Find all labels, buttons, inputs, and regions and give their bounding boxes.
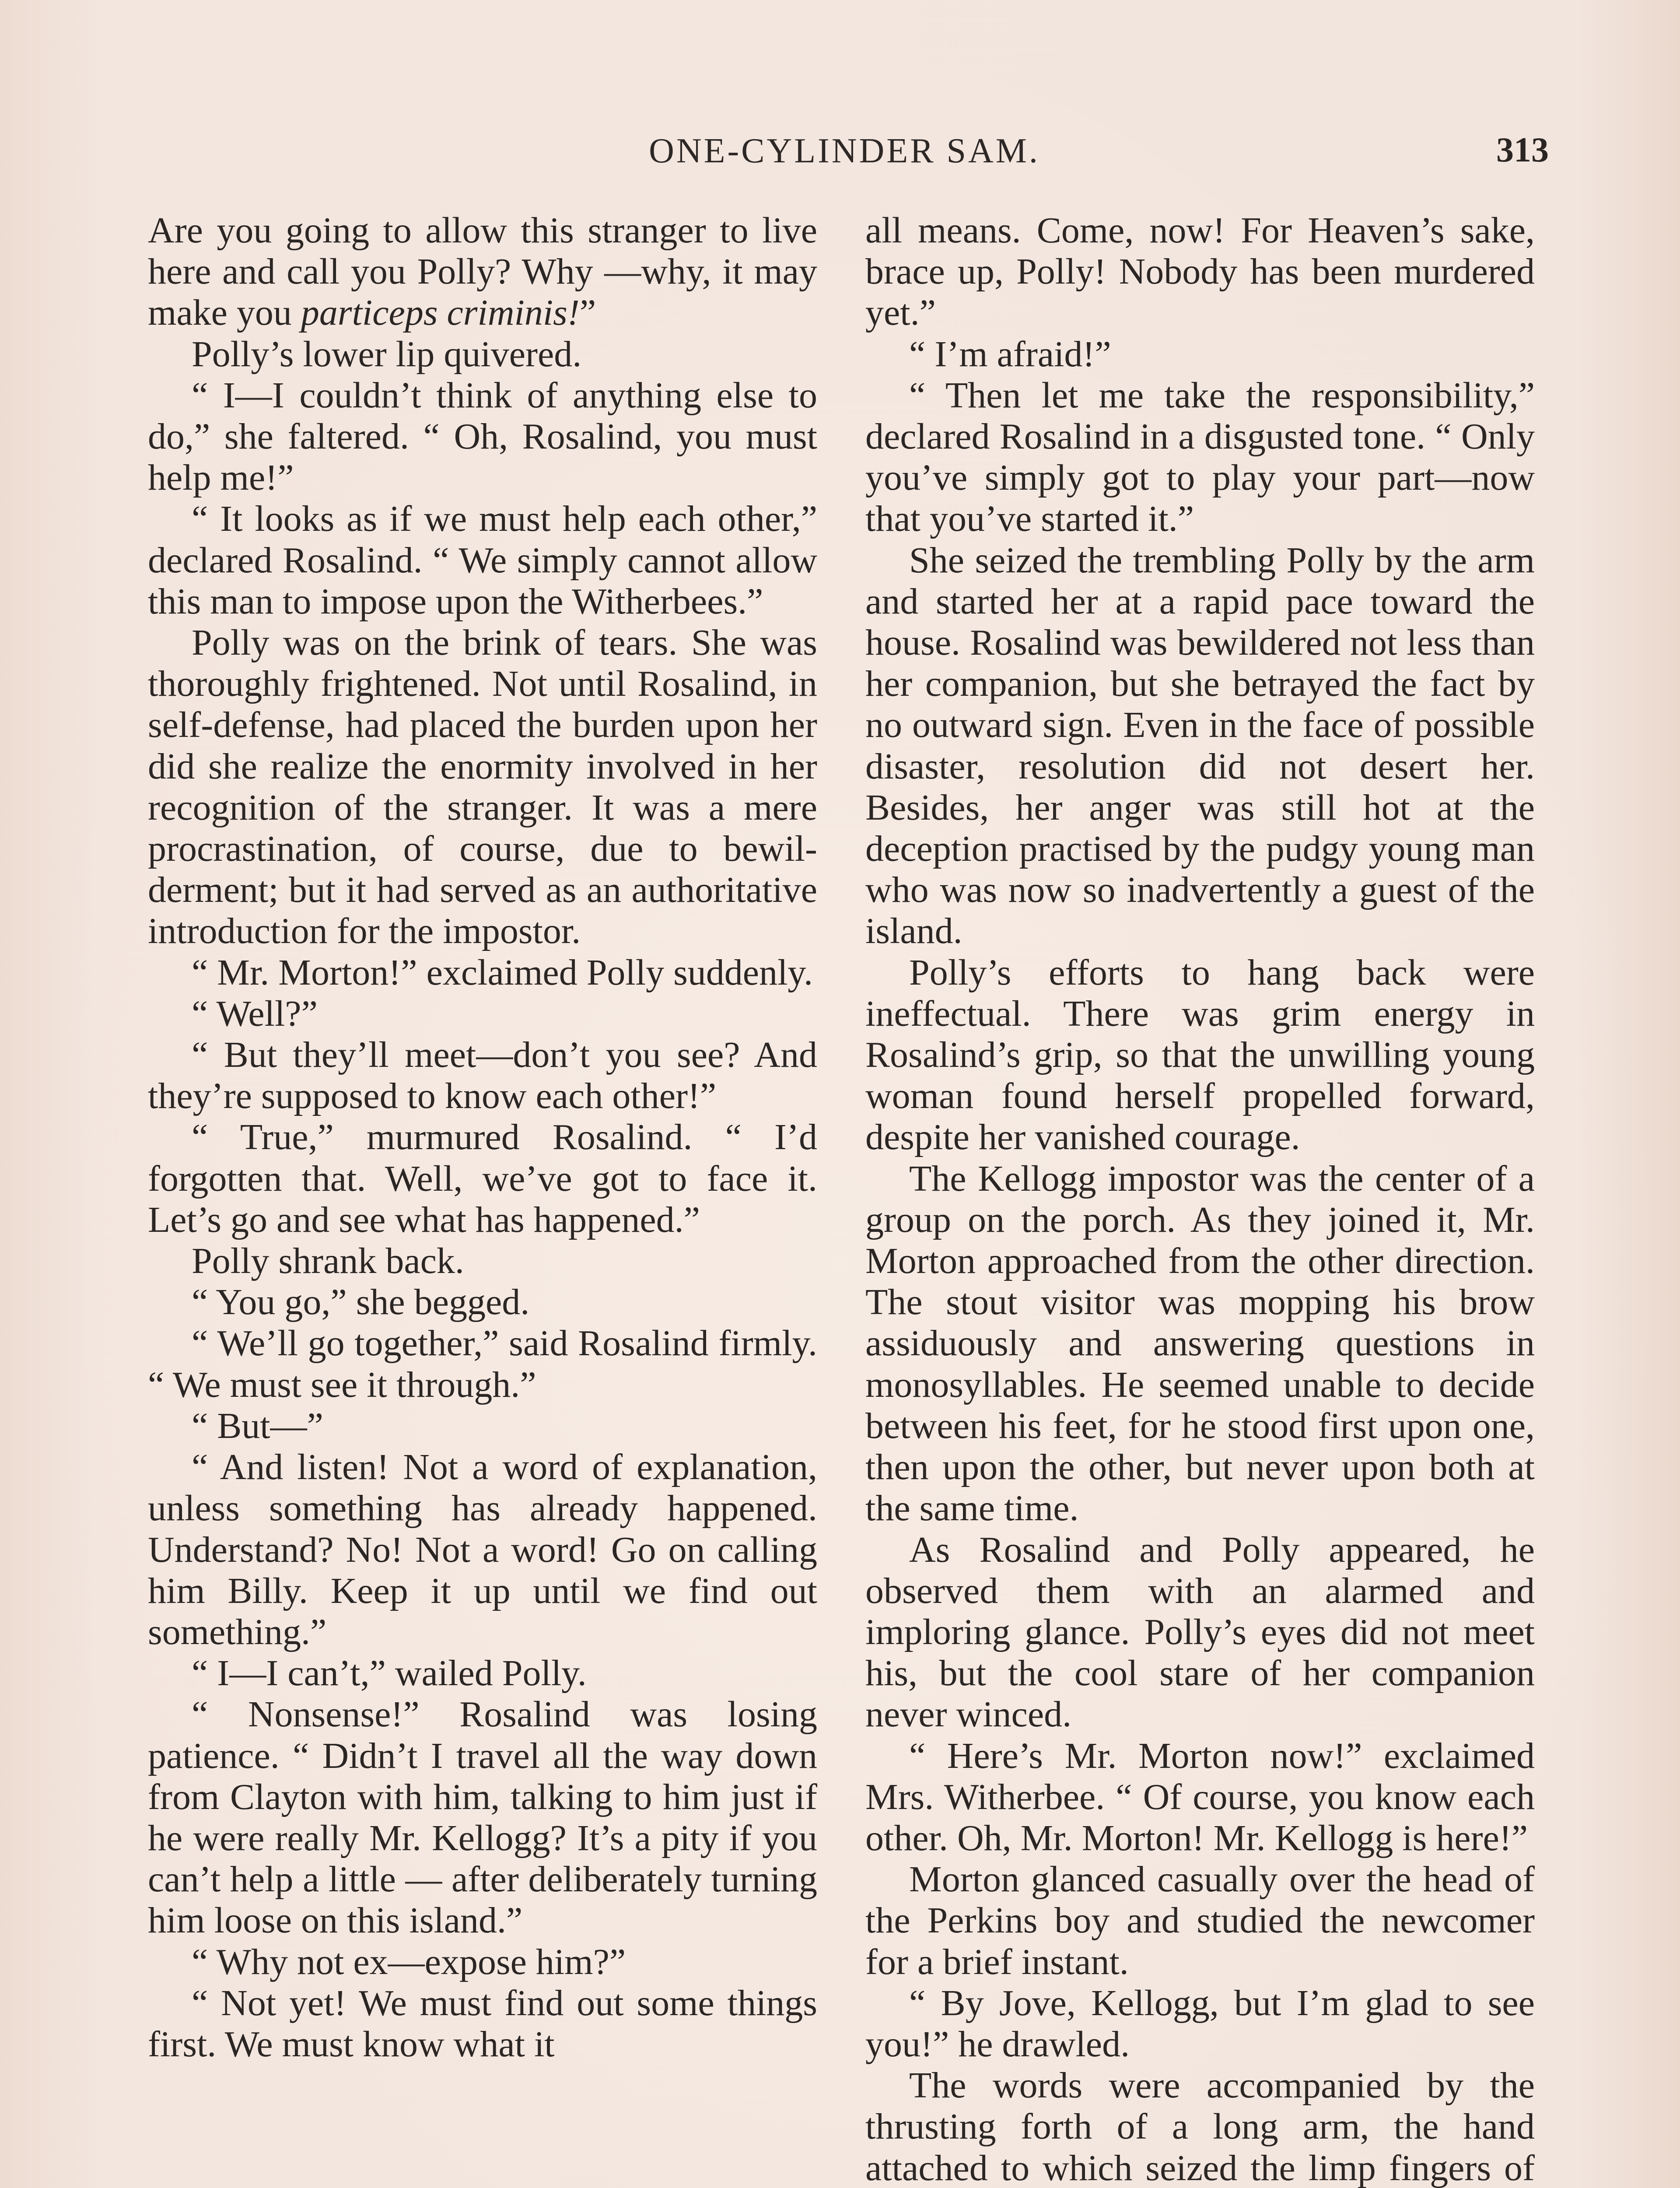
paragraph: “ It looks as if we must help each other,” declared Rosalind. “ We simply cannot allow this man to impose upon the Witherbees.”	[148, 498, 817, 622]
paragraph: Polly’s efforts to hang back were ineffectual. There was grim energy in Rosalind’s grip, so that the unwilling young woman found herself propelled forward, despite her vanished courage.	[865, 952, 1535, 1158]
paragraph: “ Well?”	[192, 993, 318, 1034]
closing-quote: ”	[579, 292, 596, 333]
paragraph: “ Then let me take the responsibility,” declared Rosalind in a disgusted tone. “ Only you’ve simply got to play your part—now that you’ve started it.”	[865, 375, 1535, 540]
paragraph: “ Not yet! We must find out some things first. We must know what it	[148, 1982, 817, 2065]
running-head-title: ONE-CYLINDER SAM.	[649, 132, 1040, 170]
paragraph: “ By Jove, Kellogg, but I’m glad to see you!” he drawled.	[865, 1982, 1535, 2065]
paragraph: “ You go,” she begged.	[192, 1282, 530, 1323]
text-column-right	[865, 210, 1535, 2188]
paragraph: “ Mr. Morton!” exclaimed Polly suddenly.	[192, 952, 813, 993]
paragraph: “ But—”	[192, 1405, 323, 1446]
paragraph: “ We’ll go together,” said Rosalind firmly. “ We must see it through.”	[148, 1323, 817, 1405]
paragraph	[148, 210, 817, 334]
paragraph: Polly shrank back.	[192, 1241, 464, 1282]
paragraph: “ But they’ll meet—don’t you see? And they’re supposed to know each other!”	[148, 1034, 817, 1117]
paragraph: Polly’s lower lip quivered.	[192, 333, 582, 375]
paragraph: The words were accompanied by the thrusting forth of a long arm, the hand attached to which seized the limp fingers of	[865, 2065, 1535, 2188]
text-column-left	[148, 210, 817, 2065]
paragraph: “ I—I couldn’t think of anything else to do,” she faltered. “ Oh, Rosalind, you must help me!”	[148, 375, 817, 498]
paragraph: She seized the trembling Polly by the arm and started her at a rapid pace toward the house. Rosalind was bewildered not less than her companion, but she betrayed the fact by no outward sign. Even in the face of possible disaster, resolution did not desert her. Besides, her anger was still hot at the deception practised by the pudgy young man who was now so inadvertently a guest of the island.	[865, 540, 1535, 952]
paragraph: all means. Come, now! For Heaven’s sake, brace up, Polly! Nobody has been murdered yet.”	[865, 210, 1535, 333]
paragraph: The Kellogg impostor was the center of a group on the porch. As they joined it, Mr. Morton approached from the other direction. The stout visitor was mopping his brow assiduously and answering questions in monosyllables. He seemed unable to decide between his feet, for he stood first upon one, then upon the other, but never upon both at the same time.	[865, 1158, 1535, 1529]
paragraph: “ I—I can’t,” wailed Polly.	[192, 1653, 587, 1694]
page-number: 313	[1496, 131, 1549, 169]
paragraph: “ True,” murmured Rosalind. “ I’d forgotten that. Well, we’ve got to face it. Let’s go and see what has happened.”	[148, 1117, 817, 1240]
paragraph: “ And listen! Not a word of explanation, unless something has already happened. Understand? No! Not a word! Go on calling him Billy. Keep it up until we find out something.”	[148, 1447, 817, 1652]
paragraph: Polly was on the brink of tears. She was thoroughly frightened. Not until Rosalind, in self-defense, had placed the burden upon her did she realize the enormity involved in her recognition of the stranger. It was a mere procrastination, of course, due to bewilderment; but it had served as an authoritative introduction for the impostor.	[148, 622, 817, 952]
paragraph: “ Here’s Mr. Morton now!” exclaimed Mrs. Witherbee. “ Of course, you know each other. Oh, Mr. Morton! Mr. Kellogg is here!”	[865, 1735, 1535, 1858]
paragraph: “ Nonsense!” Rosalind was losing patience. “ Didn’t I travel all the way down from Clayton with him, talking to him just if he were really Mr. Kellogg? It’s a pity if you can’t help a little — after deliberately turning him loose on this island.”	[148, 1694, 817, 1941]
paragraph: Morton glanced casually over the head of the Perkins boy and studied the newcomer for a brief instant.	[865, 1859, 1535, 1982]
paragraph-text: Are you going to allow this stranger to live here and call you Polly? Why —why, it may make you	[148, 210, 817, 333]
italic-phrase: particeps criminis!	[301, 292, 580, 333]
paragraph: “ Why not ex—expose him?”	[192, 1941, 626, 1982]
paragraph: “ I’m afraid!”	[909, 333, 1111, 375]
paragraph: As Rosalind and Polly appeared, he observed them with an alarmed and imploring glance. Polly’s eyes did not meet his, but the cool stare of her companion never winced.	[865, 1529, 1535, 1735]
